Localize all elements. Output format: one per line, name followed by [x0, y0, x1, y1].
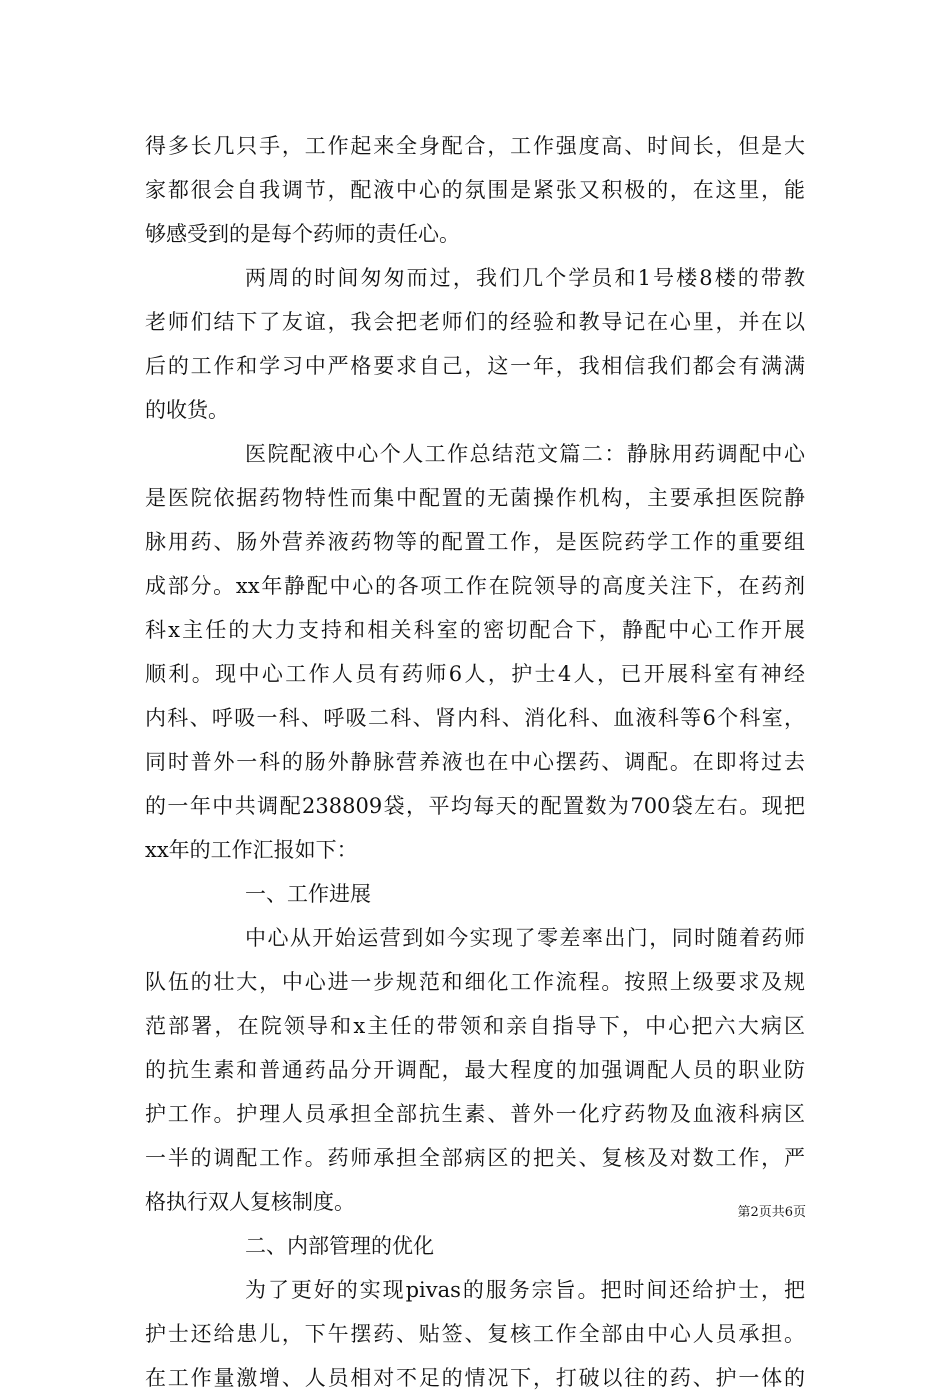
page-number-footer: 第2页共6页 — [737, 1205, 806, 1220]
text-line: 后的工作和学习中严格要求自己，这一年，我相信我们都会有满满 — [145, 354, 805, 378]
text-line: 家都很会自我调节，配液中心的氛围是紧张又积极的，在这里，能 — [145, 178, 805, 202]
text-line: 科x主任的大力支持和相关科室的密切配合下，静配中心工作开展 — [145, 618, 805, 642]
text-line: 是医院依据药物特性而集中配置的无菌操作机构，主要承担医院静 — [145, 486, 805, 510]
text-line: 医院配液中心个人工作总结范文篇二：静脉用药调配中心 — [245, 442, 805, 466]
text-line: 得多长几只手，工作起来全身配合，工作强度高、时间长，但是大 — [145, 134, 805, 158]
text-line: 范部署，在院领导和x主任的带领和亲自指导下，中心把六大病区 — [145, 1014, 805, 1038]
text-line: 成部分。xx年静配中心的各项工作在院领导的高度关注下，在药剂 — [145, 574, 805, 598]
text-line: 脉用药、肠外营养液药物等的配置工作，是医院药学工作的重要组 — [145, 530, 805, 554]
text-line: 在工作量激增、人员相对不足的情况下，打破以往的药、护一体的 — [145, 1366, 805, 1390]
text-line: 两周的时间匆匆而过，我们几个学员和1号楼8楼的带教 — [245, 266, 805, 290]
text-line: 够感受到的是每个药师的责任心。 — [145, 222, 460, 246]
text-line: 护士还给患儿，下午摆药、贴签、复核工作全部由中心人员承担。 — [145, 1322, 805, 1346]
text-line: 队伍的壮大，中心进一步规范和细化工作流程。按照上级要求及规 — [145, 970, 805, 994]
text-line: 老师们结下了友谊，我会把老师们的经验和教导记在心里，并在以 — [145, 310, 805, 334]
text-line: 二、内部管理的优化 — [245, 1234, 434, 1258]
text-line: 为了更好的实现pivas的服务宗旨。把时间还给护士，把 — [245, 1278, 805, 1302]
text-line: 护工作。护理人员承担全部抗生素、普外一化疗药物及血液科病区 — [145, 1102, 805, 1126]
text-line: 一半的调配工作。药师承担全部病区的把关、复核及对数工作，严 — [145, 1146, 805, 1170]
text-line: 内科、呼吸一科、呼吸二科、肾内科、消化科、血液科等6个科室， — [145, 706, 805, 730]
text-line: 中心从开始运营到如今实现了零差率出门，同时随着药师 — [245, 926, 805, 950]
text-line: 一、工作进展 — [245, 882, 371, 906]
text-line: 的收货。 — [145, 398, 229, 422]
text-line: 顺利。现中心工作人员有药师6人，护士4人，已开展科室有神经 — [145, 662, 805, 686]
text-line: 格执行双人复核制度。 — [145, 1190, 355, 1214]
text-line: 的抗生素和普通药品分开调配，最大程度的加强调配人员的职业防 — [145, 1058, 805, 1082]
text-line: 的一年中共调配238809袋，平均每天的配置数为700袋左右。现把 — [145, 794, 805, 818]
text-line: 同时普外一科的肠外静脉营养液也在中心摆药、调配。在即将过去 — [145, 750, 805, 774]
text-line: xx年的工作汇报如下： — [145, 838, 358, 862]
